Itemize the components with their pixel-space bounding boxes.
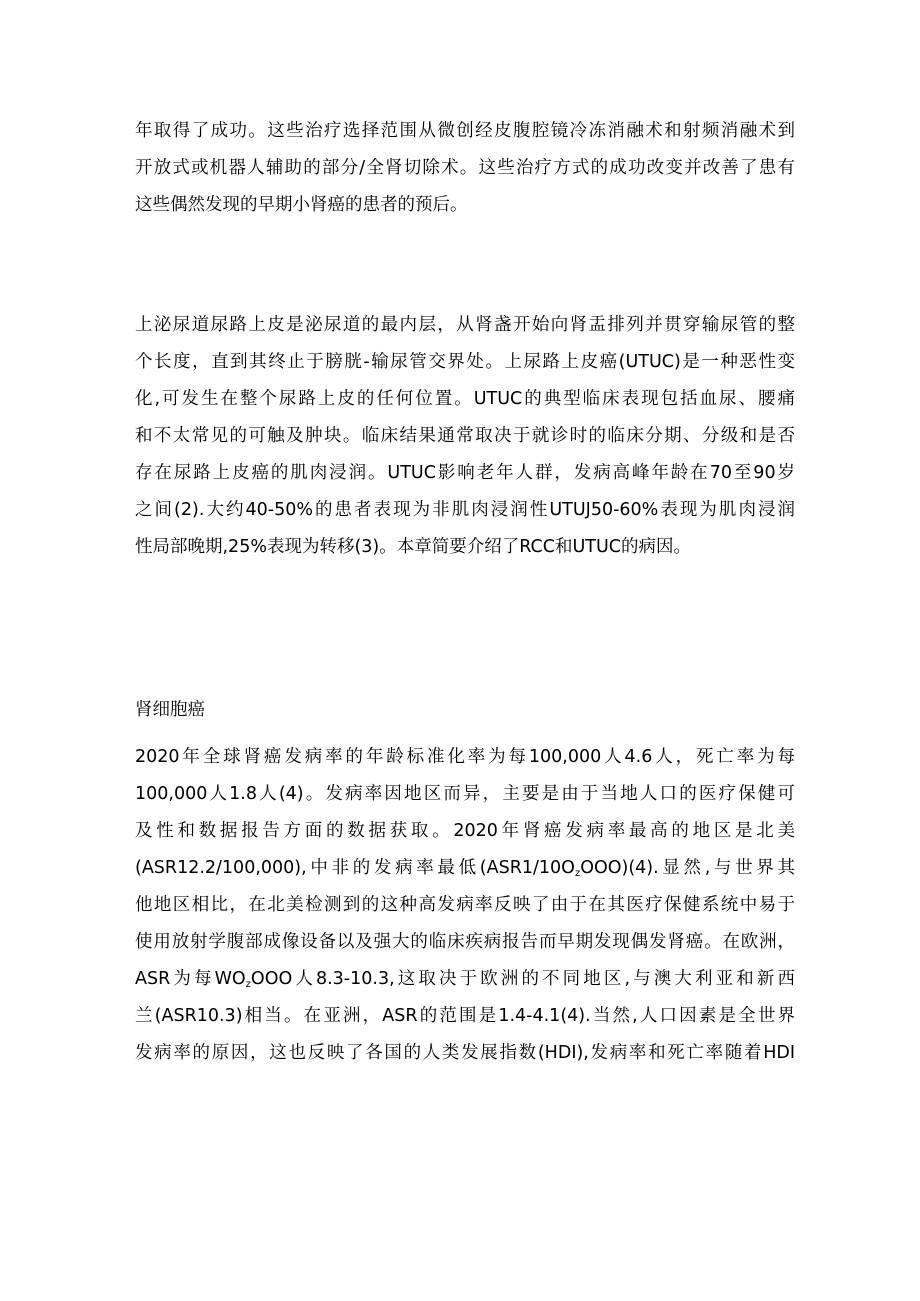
text-line: 化,可发生在整个尿路上皮的任何位置。UTUC的典型临床表现包括血尿、腰痛: [135, 389, 795, 409]
text-line: 发病率的原因，这也反映了各国的人类发展指数(HDI),发病率和死亡率随着HDI: [135, 1043, 795, 1063]
text-line: 上泌尿道尿路上皮是泌尿道的最内层，从肾盏开始向肾盂排列并贯穿输尿管的整: [135, 315, 795, 335]
paragraph-rcc-incidence: [135, 739, 795, 1072]
text-line: 性局部晚期,25%表现为转移(3)。本章简要介绍了RCC和UTUC的病因。: [135, 537, 691, 557]
text-line-with-subscript: [135, 961, 795, 998]
text-line: 开放式或机器人辅助的部分/全肾切除术。这些治疗方式的成功改变并改善了患有: [135, 158, 795, 178]
text-line: 及性和数据报告方面的数据获取。2020年肾癌发病率最高的地区是北美: [135, 821, 795, 841]
section-heading: 肾细胞癌: [135, 700, 205, 720]
text-line: 之间(2).大约40-50%的患者表现为非肌肉浸润性UTUJ50-60%表现为肌肉浸润: [135, 500, 795, 520]
text-line-with-subscript: [135, 850, 795, 887]
text-line: 他地区相比，在北美检测到的这种高发病率反映了由于在其医疗保健系统中易于: [135, 895, 795, 915]
text-segment: (ASR12.2/100,000),中非的发病率最低(ASR1/10O: [135, 858, 575, 878]
text-line: 2020年全球肾癌发病率的年龄标准化率为每100,000人4.6人，死亡率为每: [135, 747, 795, 767]
text-line: 兰(ASR10.3)相当。在亚洲，ASR的范围是1.4-4.1(4).当然,人口因素是全世界: [135, 1006, 795, 1026]
subscript: z: [245, 979, 251, 990]
paragraph-utuc: [135, 307, 795, 566]
text-line: 这些偶然发现的早期小肾癌的患者的预后。: [135, 195, 468, 215]
subscript: z: [574, 868, 581, 879]
paragraph-treatment-success: [135, 113, 795, 224]
text-line: 和不太常见的可触及肿块。临床结果通常取决于就诊时的临床分期、分级和是否: [135, 426, 795, 446]
text-line: 使用放射学腹部成像设备以及强大的临床疾病报告而早期发现偶发肾癌。在欧洲，: [135, 932, 795, 952]
text-line: 100,000人1.8人(4)。发病率因地区而异，主要是由于当地人口的医疗保健可: [135, 784, 795, 804]
text-segment: OOO人8.3-10.3,这取决于欧洲的不同地区,与澳大利亚和新西: [250, 969, 795, 989]
text-segment: ASR为每WO: [135, 969, 246, 989]
text-line: 个长度，直到其终止于膀胱-输尿管交界处。上尿路上皮癌(UTUC)是一种恶性变: [135, 352, 795, 372]
text-segment: OOO)(4).显然,与世界其: [580, 858, 795, 878]
text-line: 存在尿路上皮癌的肌肉浸润。UTUC影响老年人群，发病高峰年龄在70至90岁: [135, 463, 795, 483]
text-line: 年取得了成功。这些治疗选择范围从微创经皮腹腔镜冷冻消融术和射频消融术到: [135, 121, 795, 141]
